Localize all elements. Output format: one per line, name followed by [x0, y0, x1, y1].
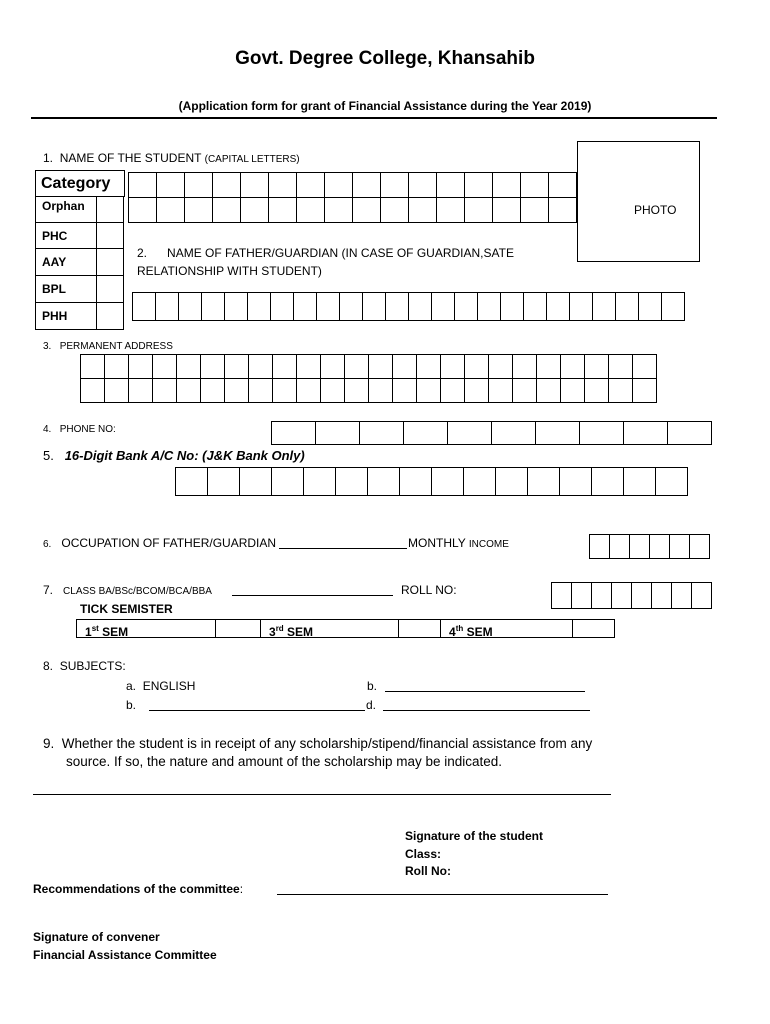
sem3-label: 3rd SEM	[260, 619, 399, 638]
semester-table	[77, 619, 615, 638]
input-cell[interactable]	[655, 467, 688, 496]
input-cell[interactable]	[638, 292, 662, 321]
input-cell[interactable]	[352, 197, 381, 223]
input-cell[interactable]	[362, 292, 386, 321]
subject-b-label: b.	[367, 679, 378, 693]
input-cell[interactable]	[152, 354, 177, 379]
input-cell[interactable]	[247, 292, 271, 321]
input-cell[interactable]	[523, 292, 547, 321]
input-cell[interactable]	[408, 197, 437, 223]
input-cell[interactable]	[491, 421, 536, 445]
input-cell[interactable]	[536, 354, 561, 379]
input-cell[interactable]	[584, 378, 609, 403]
input-cell[interactable]	[380, 197, 409, 223]
input-cell[interactable]	[248, 378, 273, 403]
input-cell[interactable]	[440, 378, 465, 403]
input-cell[interactable]	[488, 354, 513, 379]
input-cell[interactable]	[272, 378, 297, 403]
input-cell[interactable]	[649, 534, 670, 559]
input-cell[interactable]	[296, 378, 321, 403]
q5-label: 5. 16-Digit Bank A/C No: (J&K Bank Only)	[43, 448, 305, 463]
input-cell[interactable]	[80, 378, 105, 403]
input-cell[interactable]	[80, 354, 105, 379]
header-rule	[31, 117, 717, 119]
q3-label: 3. PERMANENT ADDRESS	[43, 341, 173, 352]
input-cell[interactable]	[416, 354, 441, 379]
input-cell[interactable]	[399, 467, 432, 496]
input-cell[interactable]	[500, 292, 524, 321]
signature-class-label: Class:	[405, 846, 442, 861]
sem4-label: 4th SEM	[440, 619, 573, 638]
category-table	[35, 170, 125, 330]
roll-no-grid[interactable]	[551, 582, 712, 609]
student-name-row	[128, 172, 577, 198]
input-cell[interactable]	[632, 354, 657, 379]
input-cell[interactable]	[296, 172, 325, 198]
input-cell[interactable]	[385, 292, 409, 321]
input-cell[interactable]	[691, 582, 712, 609]
subject-a: a. ENGLISH	[126, 679, 196, 693]
q6-label: 6. OCCUPATION OF FATHER/GUARDIAN	[43, 536, 277, 550]
q2-label: 2. NAME OF FATHER/GUARDIAN (IN CASE OF GUARDIAN,SATE RELATIONSHIP WITH STUDENT)	[137, 246, 514, 278]
input-cell[interactable]	[240, 197, 269, 223]
subject-d-line[interactable]	[383, 710, 590, 711]
form-title: Govt. Degree College, Khansahib	[235, 48, 535, 69]
input-cell[interactable]	[632, 378, 657, 403]
input-cell[interactable]	[661, 292, 685, 321]
q8-label: 8. SUBJECTS:	[43, 659, 126, 673]
input-cell[interactable]	[175, 467, 208, 496]
input-cell[interactable]	[339, 292, 363, 321]
input-cell[interactable]	[579, 421, 624, 445]
input-cell[interactable]	[367, 467, 400, 496]
input-cell[interactable]	[344, 354, 369, 379]
input-cell[interactable]	[272, 354, 297, 379]
input-cell[interactable]	[176, 354, 201, 379]
input-cell[interactable]	[527, 467, 560, 496]
input-cell[interactable]	[569, 292, 593, 321]
input-cell[interactable]	[104, 354, 129, 379]
input-cell[interactable]	[495, 467, 528, 496]
input-cell[interactable]	[440, 354, 465, 379]
input-cell[interactable]	[316, 292, 340, 321]
input-cell[interactable]	[128, 197, 157, 223]
category-bpl: BPL	[35, 275, 97, 303]
category-header: Category	[35, 170, 125, 197]
input-cell[interactable]	[669, 534, 690, 559]
father-name-grid[interactable]	[132, 292, 685, 321]
input-cell[interactable]	[689, 534, 710, 559]
sem1-box[interactable]	[215, 619, 261, 638]
category-phh: PHH	[35, 302, 97, 330]
input-cell[interactable]	[629, 534, 650, 559]
input-cell[interactable]	[240, 172, 269, 198]
category-aay-box[interactable]	[96, 248, 124, 276]
input-cell[interactable]	[623, 421, 668, 445]
signature-roll-label: Roll No:	[405, 864, 451, 878]
input-cell[interactable]	[584, 354, 609, 379]
input-cell[interactable]	[200, 354, 225, 379]
input-cell[interactable]	[392, 378, 417, 403]
photo-label: PHOTO	[634, 203, 677, 217]
input-cell[interactable]	[271, 467, 304, 496]
input-cell[interactable]	[293, 292, 317, 321]
input-cell[interactable]	[512, 354, 537, 379]
input-cell[interactable]	[128, 172, 157, 198]
student-name-grid[interactable]	[128, 172, 577, 223]
input-cell[interactable]	[623, 467, 656, 496]
input-cell[interactable]	[464, 197, 493, 223]
input-cell[interactable]	[488, 378, 513, 403]
input-cell[interactable]	[176, 378, 201, 403]
input-cell[interactable]	[268, 197, 297, 223]
input-cell[interactable]	[207, 467, 240, 496]
input-cell[interactable]	[536, 378, 561, 403]
input-cell[interactable]	[454, 292, 478, 321]
input-cell[interactable]	[560, 378, 585, 403]
input-cell[interactable]	[335, 467, 368, 496]
input-cell[interactable]	[320, 378, 345, 403]
sem4-box[interactable]	[572, 619, 615, 638]
input-cell[interactable]	[212, 197, 241, 223]
input-cell[interactable]	[201, 292, 225, 321]
input-cell[interactable]	[156, 197, 185, 223]
input-cell[interactable]	[559, 467, 592, 496]
input-cell[interactable]	[248, 354, 273, 379]
input-cell[interactable]	[492, 197, 521, 223]
input-cell[interactable]	[560, 354, 585, 379]
input-cell[interactable]	[320, 354, 345, 379]
input-cell[interactable]	[551, 582, 572, 609]
input-cell[interactable]	[615, 292, 639, 321]
input-cell[interactable]	[352, 172, 381, 198]
input-cell[interactable]	[184, 172, 213, 198]
input-cell[interactable]	[436, 197, 465, 223]
recommendations-line[interactable]	[277, 894, 608, 895]
input-cell[interactable]	[571, 582, 592, 609]
student-signature-block	[405, 828, 543, 881]
input-cell[interactable]	[268, 172, 297, 198]
input-cell[interactable]	[492, 172, 521, 198]
input-cell[interactable]	[200, 378, 225, 403]
input-cell[interactable]	[152, 378, 177, 403]
subject-d-label: d.	[366, 698, 377, 712]
category-orphan-box[interactable]	[96, 196, 124, 223]
input-cell[interactable]	[548, 197, 577, 223]
input-cell[interactable]	[431, 292, 455, 321]
input-cell[interactable]	[368, 354, 393, 379]
input-cell[interactable]	[368, 378, 393, 403]
q1-label: 1. NAME OF THE STUDENT (CAPITAL LETTERS)	[43, 151, 300, 165]
input-cell[interactable]	[239, 467, 272, 496]
input-cell[interactable]	[631, 582, 652, 609]
photo-box[interactable]	[577, 141, 700, 262]
input-cell[interactable]	[155, 292, 179, 321]
input-cell[interactable]	[512, 378, 537, 403]
input-cell[interactable]	[416, 378, 441, 403]
class-line[interactable]	[232, 595, 393, 596]
student-name-row	[128, 197, 577, 223]
address-grid[interactable]	[80, 354, 657, 403]
input-cell[interactable]	[224, 378, 249, 403]
input-cell[interactable]	[224, 292, 248, 321]
input-cell[interactable]	[548, 172, 577, 198]
input-cell[interactable]	[520, 172, 549, 198]
input-cell[interactable]	[403, 421, 448, 445]
input-cell[interactable]	[212, 172, 241, 198]
input-cell[interactable]	[315, 421, 360, 445]
input-cell[interactable]	[178, 292, 202, 321]
tick-semester-label: TICK SEMISTER	[80, 602, 173, 616]
input-cell[interactable]	[464, 378, 489, 403]
address-row	[80, 378, 657, 403]
subject-c-label: b.	[126, 698, 137, 712]
input-cell[interactable]	[156, 172, 185, 198]
input-cell[interactable]	[477, 292, 501, 321]
address-row	[80, 354, 657, 379]
input-cell[interactable]	[535, 421, 580, 445]
occupation-line[interactable]	[279, 548, 407, 549]
committee-label: Financial Assistance Committee	[33, 948, 217, 962]
input-cell[interactable]	[608, 354, 633, 379]
input-cell[interactable]	[431, 467, 464, 496]
input-cell[interactable]	[520, 197, 549, 223]
scholarship-line[interactable]	[33, 794, 611, 795]
input-cell[interactable]	[608, 378, 633, 403]
input-cell[interactable]	[184, 197, 213, 223]
sem3-box[interactable]	[398, 619, 441, 638]
input-cell[interactable]	[651, 582, 672, 609]
monthly-income-label: MONTHLY INCOME	[408, 536, 509, 550]
input-cell[interactable]	[104, 378, 129, 403]
input-cell[interactable]	[447, 421, 492, 445]
input-cell[interactable]	[609, 534, 630, 559]
input-cell[interactable]	[589, 534, 610, 559]
input-cell[interactable]	[296, 197, 325, 223]
q7-label: 7. CLASS BA/BSc/BCOM/BCA/BBA	[43, 583, 212, 597]
convener-block	[33, 928, 217, 964]
input-cell[interactable]	[128, 378, 153, 403]
input-cell[interactable]	[303, 467, 336, 496]
category-phc: PHC	[35, 222, 97, 249]
q9-label: 9. Whether the student is in receipt of any scholarship/stipend/financial assistance from any source. If so, the nature and amount of the scholarship may be indicated.	[43, 736, 593, 769]
input-cell[interactable]	[380, 172, 409, 198]
input-cell[interactable]	[592, 292, 616, 321]
input-cell[interactable]	[408, 292, 432, 321]
input-cell[interactable]	[464, 354, 489, 379]
input-cell[interactable]	[128, 354, 153, 379]
input-cell[interactable]	[611, 582, 632, 609]
phone-grid[interactable]	[271, 421, 712, 445]
input-cell[interactable]	[591, 467, 624, 496]
recommendations-label: Recommendations of the committee:	[33, 882, 244, 896]
bank-account-grid[interactable]	[175, 467, 688, 496]
category-aay: AAY	[35, 248, 97, 276]
input-cell[interactable]	[591, 582, 612, 609]
input-cell[interactable]	[344, 378, 369, 403]
category-phc-box[interactable]	[96, 222, 124, 249]
input-cell[interactable]	[408, 172, 437, 198]
form-subtitle: (Application form for grant of Financial Assistance during the Year 2019)	[178, 99, 592, 113]
input-cell[interactable]	[667, 421, 712, 445]
input-cell[interactable]	[270, 292, 294, 321]
student-signature-label: Signature of the student	[405, 829, 543, 843]
category-phh-box[interactable]	[96, 302, 124, 330]
input-cell[interactable]	[436, 172, 465, 198]
input-cell[interactable]	[296, 354, 321, 379]
input-cell[interactable]	[463, 467, 496, 496]
input-cell[interactable]	[271, 421, 316, 445]
convener-signature-label: Signature of convener	[33, 930, 160, 944]
category-orphan: Orphan	[35, 196, 97, 223]
input-cell[interactable]	[392, 354, 417, 379]
input-cell[interactable]	[324, 172, 353, 198]
category-bpl-box[interactable]	[96, 275, 124, 303]
input-cell[interactable]	[546, 292, 570, 321]
roll-no-label: ROLL NO:	[401, 583, 457, 597]
input-cell[interactable]	[224, 354, 249, 379]
input-cell[interactable]	[359, 421, 404, 445]
input-cell[interactable]	[132, 292, 156, 321]
subject-b-line[interactable]	[385, 691, 585, 692]
input-cell[interactable]	[324, 197, 353, 223]
monthly-income-grid[interactable]	[589, 534, 710, 559]
sem1-label: 1st SEM	[76, 619, 216, 638]
input-cell[interactable]	[671, 582, 692, 609]
subject-c-line[interactable]	[149, 710, 365, 711]
input-cell[interactable]	[464, 172, 493, 198]
q4-label: 4. PHONE NO:	[43, 424, 116, 435]
